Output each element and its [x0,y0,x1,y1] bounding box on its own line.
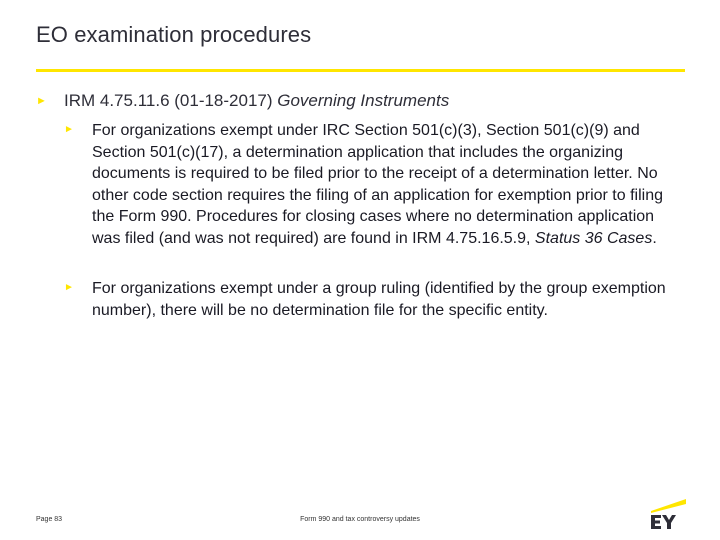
bullet-arrow-icon: ► [36,95,47,107]
bullet-arrow-icon: ► [64,282,74,293]
page-number: Page 83 [36,516,63,523]
logo-beam-icon [651,499,686,513]
bullet-level1-italic: Governing Instruments [277,91,450,110]
bullet-item-2 [64,278,674,321]
bullet-item-text [92,120,674,250]
ey-logo [648,497,688,531]
bullet-level1-text [64,91,449,111]
title-divider [36,69,685,72]
footer-title: Form 990 and tax controversy updates [300,516,420,523]
bullet-arrow-icon: ► [64,124,74,135]
bullet-level1-plain: IRM 4.75.11.6 (01-18-2017) [64,91,278,110]
bullet-item-end: . [652,229,657,247]
bullet-item-plain: For organizations exempt under a group ruling (identified by the group exemption number), there will be no determination file for the specific entity. [92,280,666,319]
logo-e-icon [651,515,661,529]
bullet-item-text [92,278,674,321]
logo-y-icon [662,515,676,529]
bullet-item-italic: Status 36 Cases [534,229,653,247]
slide-title: EO examination procedures [36,22,312,47]
bullet-item-1 [64,120,674,250]
bullet-item-plain: For organizations exempt under IRC Section 501(c)(3), Section 501(c)(9) and Section 501(c)(17), a determination application that includes the organizing documents is required to be filed prior to the receipt of a determination letter. No other code section requires the filing of an application for exemption prior to filing the Form 990. Procedures for closing cases where no determination application was filed (and was not required) are found in IRM 4.75.16.5.9, [92,122,663,247]
